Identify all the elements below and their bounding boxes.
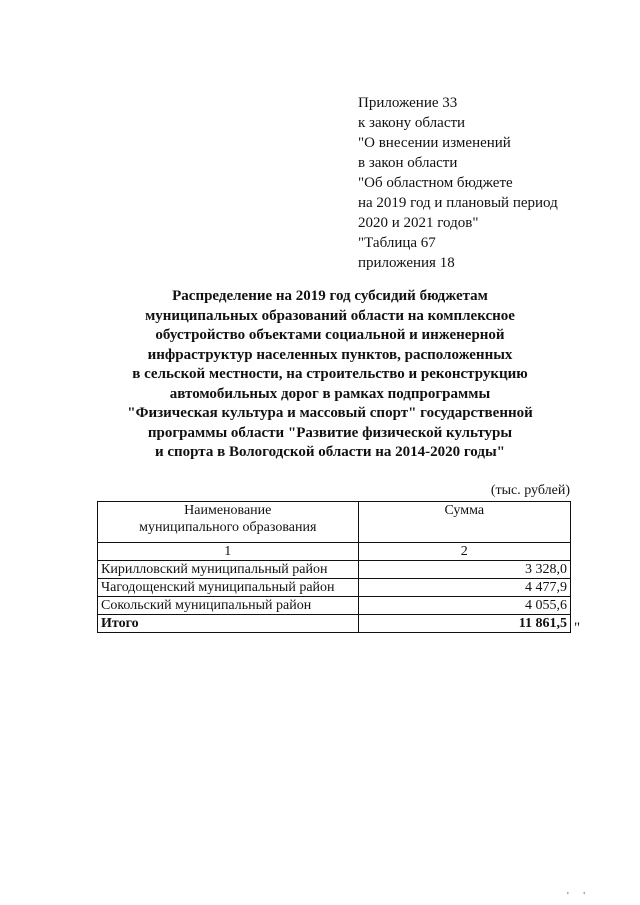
column-number: 2 [358, 543, 570, 561]
column-number: 1 [98, 543, 359, 561]
appendix-line: на 2019 год и плановый период [358, 195, 558, 211]
closing-quote: " [574, 620, 581, 636]
appendix-line: "Об областном бюджете [358, 175, 513, 191]
table-header-row [98, 502, 571, 543]
subsidy-amount: 4 055,6 [358, 597, 570, 615]
subsidy-table [97, 501, 571, 633]
appendix-reference [358, 93, 598, 273]
title-line: программы области "Развитие физической культуры [147, 424, 513, 441]
corner-marks: ' ' [567, 891, 592, 902]
total-row [98, 615, 571, 633]
header-municipality [98, 502, 359, 543]
appendix-line: к закону области [358, 115, 466, 131]
table-row [98, 579, 571, 597]
subsidy-amount: 3 328,0 [358, 561, 570, 579]
title-line: обустройство объектами социальной и инженерной [155, 327, 505, 343]
total-label: Итого [98, 615, 359, 633]
title-line: в сельской местности, на строительство и реконструкцию [132, 366, 528, 382]
table-row [98, 561, 571, 579]
title-line: автомобильных дорог в рамках подпрограммы [169, 385, 491, 402]
header-municipality-line: Наименование [184, 503, 272, 518]
total-amount: 11 861,5 [358, 615, 570, 633]
municipality-name: Кирилловский муниципальный район [98, 561, 359, 579]
table-row [98, 597, 571, 615]
title-line: Распределение на 2019 год субсидий бюджетам [172, 288, 488, 304]
appendix-line: "О внесении изменений [358, 135, 511, 151]
subsidy-amount: 4 477,9 [358, 579, 570, 597]
title-line: инфраструктур населенных пунктов, расположенных [147, 346, 513, 363]
appendix-line: "Таблица 67 [358, 235, 436, 251]
appendix-line: Приложение 33 [358, 95, 458, 111]
units-label: (тыс. рублей) [490, 483, 570, 498]
header-municipality-line: муниципального образования [139, 520, 317, 535]
title-line: "Физическая культура и массовый спорт" государственной [127, 405, 533, 421]
title-line: и спорта в Вологодской области на 2014-2020 годы" [154, 444, 506, 460]
appendix-line: приложения 18 [358, 255, 455, 271]
municipality-name: Сокольский муниципальный район [98, 597, 359, 615]
appendix-line: 2020 и 2021 годов" [358, 215, 479, 231]
document-title [100, 287, 560, 463]
header-amount: Сумма [358, 502, 570, 543]
column-number-row [98, 543, 571, 561]
appendix-line: в закон области [358, 155, 458, 171]
title-line: муниципальных образований области на комплексное [145, 307, 515, 324]
municipality-name: Чагодощенский муниципальный район [98, 579, 359, 597]
